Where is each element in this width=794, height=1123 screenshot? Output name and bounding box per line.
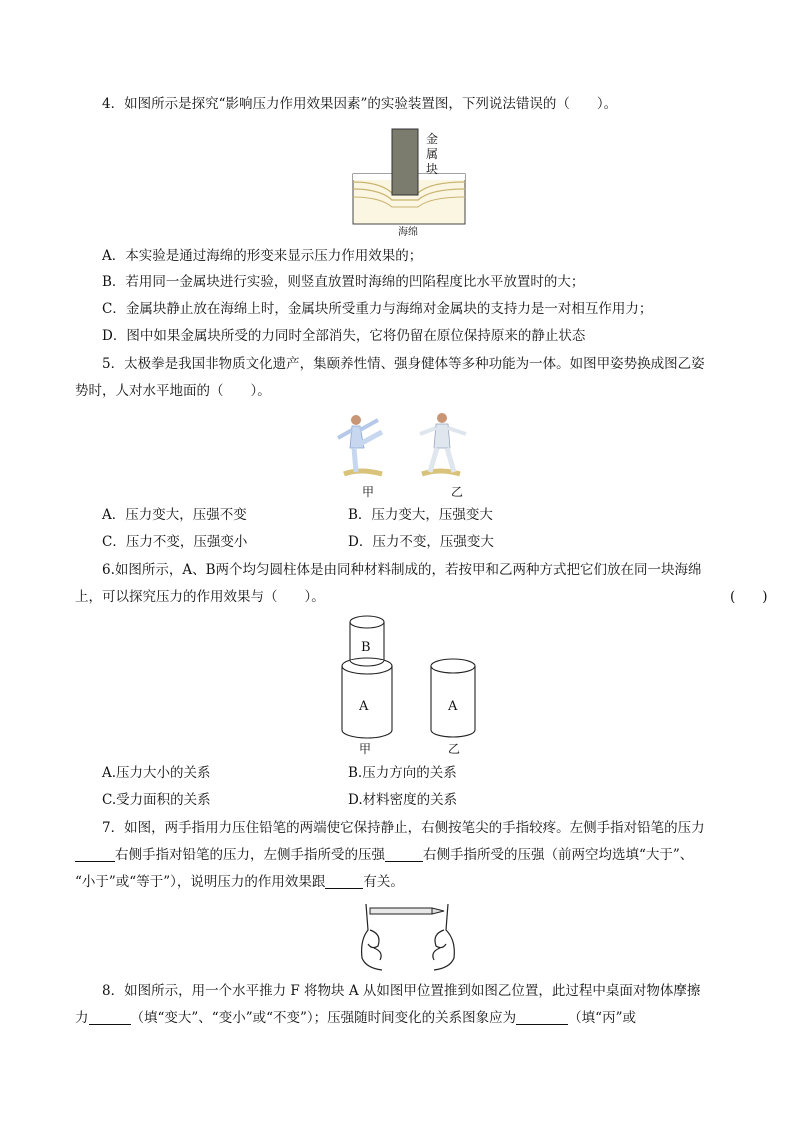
- q6-fig-label-yi: 乙: [448, 742, 461, 756]
- q6-stem-line2: 上，可以探究压力的作用效果与（ ）。: [75, 589, 325, 605]
- q6-fig-label-a-yi: A: [448, 699, 458, 714]
- q6-figure: [336, 612, 496, 740]
- q8-blank-1[interactable]: [89, 1010, 131, 1025]
- q6-fig-label-jia: 甲: [359, 742, 372, 756]
- q8-line1: 8．如图所示，用一个水平推力 F 将物块 A 从如图甲位置推到如图乙位置，此过程中桌面对物体摩擦: [102, 983, 701, 999]
- q4-fig-label-1: 金: [426, 132, 439, 146]
- q6-fig-label-a-jia: A: [359, 699, 369, 714]
- pencil: [370, 908, 444, 914]
- q5-option-d: D．压力不变，压强变大: [348, 534, 494, 550]
- q5-option-c: C．压力不变，压强变小: [102, 534, 248, 550]
- cylinder-a-yi: [431, 659, 475, 737]
- q8-blank-2[interactable]: [516, 1010, 568, 1025]
- q7-blank-1[interactable]: [75, 847, 115, 862]
- metal-block: [392, 129, 418, 195]
- q6-stem-line1: 6.如图所示，A、B两个均匀圆柱体是由同种材料制成的，若按甲和乙两种方式把它们放在同一块海绵: [102, 562, 702, 578]
- q8-line2: 力 （填“变大”、“变小”或“不变”）；压强随时间变化的关系图象应为 （填“丙”或: [75, 1010, 636, 1026]
- q5-figure: [330, 410, 480, 482]
- q5-fig-label-yi: 乙: [451, 485, 464, 499]
- taiji-pose-jia: [338, 415, 382, 474]
- q4-option-c: C．金属块静止放在海绵上时，金属块所受重力与海绵对金属块的支持力是一对相互作用力；: [102, 301, 653, 317]
- q5-stem-line2: 势时，人对水平地面的（ ）。: [75, 383, 271, 399]
- q5-option-a: A．压力变大，压强不变: [102, 507, 247, 523]
- q5-fig-label-jia: 甲: [362, 485, 375, 499]
- taiji-pose-yi: [420, 413, 466, 474]
- q4-figure: [350, 127, 470, 237]
- q7-figure: [352, 900, 464, 972]
- q4-stem: 4．如图所示是探究“影响压力作用效果因素”的实验装置图，下列说法错误的（ ）。: [102, 96, 618, 112]
- q7-line1: 7．如图，两手指用力压住铅笔的两端使它保持静止，右侧按笔尖的手指较疼。左侧手指对铅笔的压力: [102, 820, 705, 836]
- cylinder-a-jia: [342, 658, 392, 738]
- q6-option-b: B.压力方向的关系: [348, 765, 457, 781]
- q5-stem-line1: 5．太极拳是我国非物质文化遗产，集颐养性情、强身健体等多种功能为一体。如图甲姿势换成图乙姿: [102, 356, 705, 372]
- q7-blank-2[interactable]: [385, 847, 423, 862]
- q7-line3: “小于”或“等于”），说明压力的作用效果跟 有关。: [75, 874, 404, 890]
- q4-fig-sponge-label: 海绵: [398, 227, 418, 238]
- right-hand: [433, 904, 454, 970]
- q4-option-b: B．若用同一金属块进行实验，则竖直放置时海绵的凹陷程度比水平放置时的大；: [102, 274, 585, 290]
- q7-line2: 右侧手指对铅笔的压力，左侧手指所受的压强 右侧手指所受的压强（前两空均选填“大于”、: [75, 846, 693, 864]
- q4-fig-label-2: 属: [426, 147, 439, 161]
- q4-fig-label-3: 块: [426, 162, 439, 176]
- q7-blank-3[interactable]: [325, 874, 363, 889]
- q6-option-a: A.压力大小的关系: [102, 765, 211, 781]
- q4-option-a: A．本实验是通过海绵的形变来显示压力作用效果的；: [102, 248, 423, 264]
- q5-option-b: B．压力变大，压强变大: [348, 507, 493, 523]
- q6-answer-paren: ( ): [730, 589, 768, 605]
- q6-option-d: D.材料密度的关系: [348, 792, 458, 808]
- q6-option-c: C.受力面积的关系: [102, 792, 211, 808]
- q4-option-d: D．图中如果金属块所受的力同时全部消失，它将仍留在原位保持原来的静止状态: [102, 328, 586, 344]
- q6-fig-label-b: B: [361, 640, 371, 655]
